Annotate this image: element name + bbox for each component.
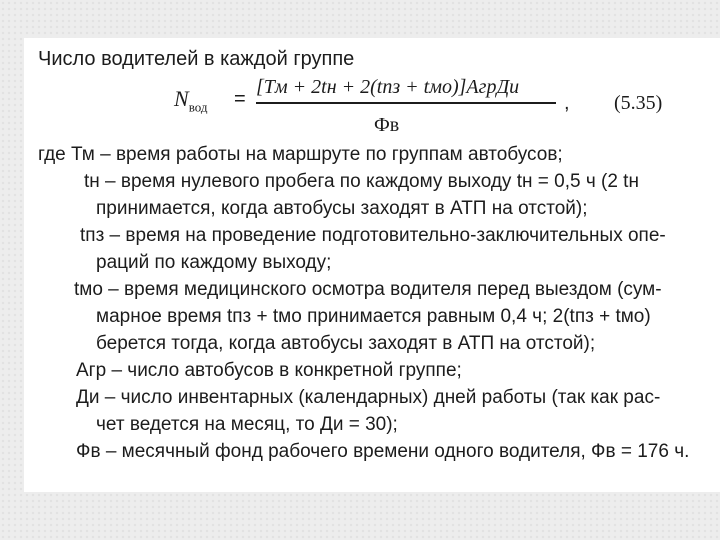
definition-line: чет ведется на месяц, то Ди = 30); bbox=[96, 414, 398, 435]
definition-line: Агр – число автобусов в конкретной группе; bbox=[76, 360, 462, 381]
formula-lhs: $N_{вод}$ bbox=[174, 86, 208, 115]
formula-denominator: Фв bbox=[374, 114, 400, 136]
definition-line: Ди – число инвентарных (календарных) дней работы (так как рас- bbox=[76, 387, 661, 408]
formula-equals: = bbox=[234, 88, 246, 110]
document-page bbox=[24, 38, 720, 492]
equation-number: (5.35) bbox=[614, 92, 663, 114]
section-heading: Число водителей в каждой группе bbox=[38, 48, 355, 70]
definition-line: раций по каждому выходу; bbox=[96, 252, 332, 273]
definition-line: где Тм – время работы на маршруте по группам автобусов; bbox=[38, 144, 563, 165]
fraction-bar bbox=[256, 102, 556, 104]
definition-line: tпз – время на проведение подготовительно-заключительных опе- bbox=[80, 225, 666, 246]
formula-numerator: [Tм + 2tн + 2(tпз + tмо)]АгрДи bbox=[256, 76, 520, 98]
definition-line: принимается, когда автобусы заходят в АТП на отстой); bbox=[96, 198, 588, 219]
definition-line: марное время tпз + tмо принимается равным 0,4 ч; 2(tпз + tмо) bbox=[96, 306, 651, 327]
definition-line: tн – время нулевого пробега по каждому выходу tн = 0,5 ч (2 tн bbox=[84, 171, 639, 192]
definition-line: берется тогда, когда автобусы заходят в АТП на отстой); bbox=[96, 333, 596, 354]
definition-line: Фв – месячный фонд рабочего времени одного водителя, Фв = 176 ч. bbox=[76, 441, 690, 462]
definition-line: tмо – время медицинского осмотра водителя перед выездом (сум- bbox=[74, 279, 662, 300]
formula-comma: , bbox=[564, 92, 570, 114]
